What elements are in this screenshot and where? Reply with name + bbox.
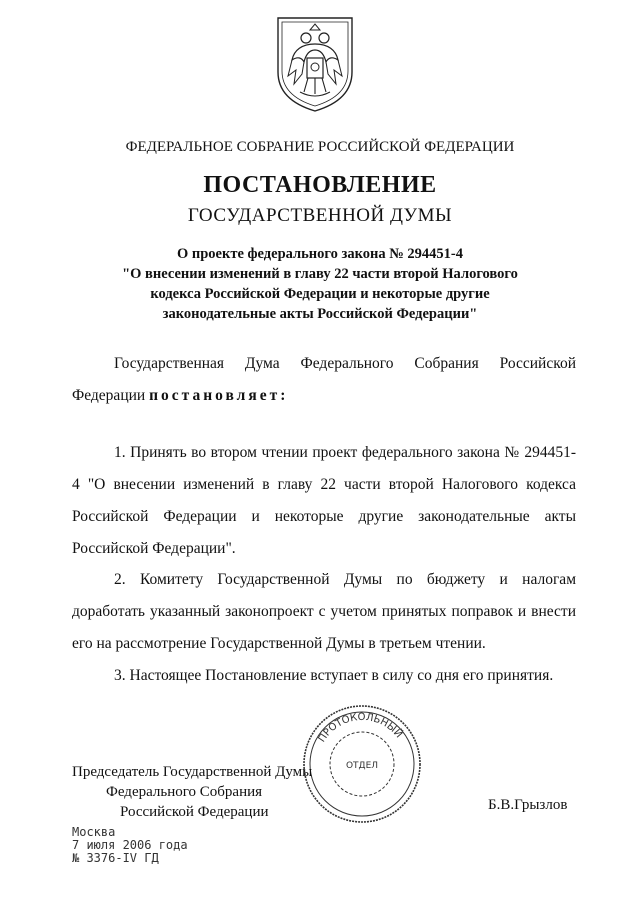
clause-1: [72, 437, 576, 565]
document-subject: [0, 244, 640, 324]
signer-position: Российской Федерации: [120, 804, 269, 820]
signature-title-block: [72, 762, 312, 822]
subject-line: кодекса Российской Федерации и некоторые другие: [150, 286, 490, 302]
subject-line: О проекте федерального закона № 294451-4: [176, 246, 464, 262]
subject-line: "О внесении изменений в главу 22 части второй Налогового: [122, 266, 518, 282]
clause-3: [72, 660, 576, 692]
clause-text: 2. Комитету Государственной Думы по бюджету и налогам доработать указанный законопроект с учетом принятых поправок и внести его на рассмотрение Государственной Думы в третьем чтении.: [72, 571, 576, 652]
issuing-body-heading: ГОСУДАРСТВЕННОЙ ДУМЫ: [187, 205, 453, 226]
coat-of-arms-emblem: [272, 14, 358, 114]
stamp-center-text: ОТДЕЛ: [345, 761, 379, 771]
assembly-title: ФЕДЕРАЛЬНОЕ СОБРАНИЕ РОССИЙСКОЙ ФЕДЕРАЦИИ: [125, 139, 515, 155]
document-type-heading: ПОСТАНОВЛЕНИЕ: [203, 172, 437, 198]
clause-2: [72, 564, 576, 660]
preamble-text: Государственная Дума Федерального Собрания Российской Федерации: [72, 355, 576, 404]
preamble-resolves: постановляет:: [149, 387, 289, 404]
signer-position: Федерального Собрания: [106, 784, 263, 800]
preamble-paragraph: [72, 348, 576, 412]
clause-text: 3. Настоящее Постановление вступает в силу со дня его принятия.: [114, 667, 554, 684]
issue-city: Москва: [72, 825, 116, 839]
document-number: № 3376-IV ГД: [72, 851, 159, 865]
stamp-ring-text: ПРОТОКОЛЬНЫЙ: [316, 711, 405, 745]
signer-name: Б.В.Грызлов: [488, 797, 568, 813]
issue-date: 7 июля 2006 года: [72, 838, 188, 852]
issue-details: [72, 826, 188, 865]
clause-text: 1. Принять во втором чтении проект федерального закона № 294451-4 "О внесении изменений в главу 22 части второй Налогового кодекса Российской Федерации и некоторые другие законодательные акты Российской Федерации".: [72, 444, 576, 557]
official-seal-stamp: [300, 702, 424, 826]
signer-position: Председатель Государственной Думы: [72, 764, 313, 780]
subject-line: законодательные акты Российской Федерации": [162, 306, 478, 322]
